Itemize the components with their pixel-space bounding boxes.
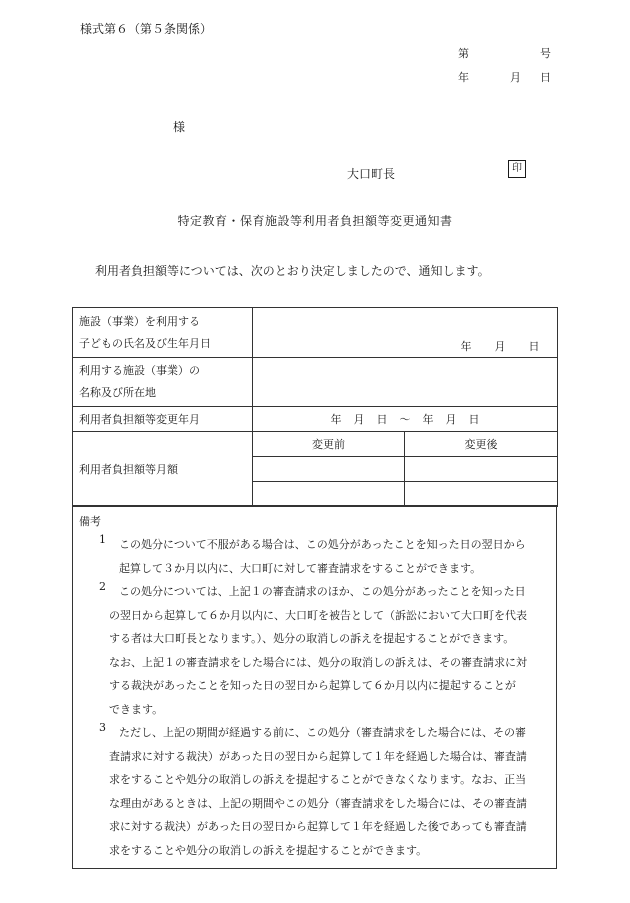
remark-line: この処分について不服がある場合は、この処分があったことを知った日の翌日から xyxy=(119,538,526,551)
from-month: 月 xyxy=(353,413,365,426)
remark-line: この処分については、上記１の審査請求のほか、この処分があったことを知った日 xyxy=(119,585,526,598)
remark-number: 3 xyxy=(99,721,106,734)
row-label-monthly-amount: 利用者負担額等月額 xyxy=(73,432,253,507)
seal-mark: 印 xyxy=(508,160,526,178)
remark-line: の翌日から起算して６か月以内に、大口町を被告として（訴訟において大口町を代表 xyxy=(109,608,527,622)
birth-year: 年 xyxy=(460,340,472,353)
label-line: 名称及び所在地 xyxy=(79,386,156,399)
birth-month: 月 xyxy=(494,340,506,353)
remark-line: 査請求に対する裁決）があった日の翌日から起算して１年を経過した場合は、審査請 xyxy=(109,749,527,763)
row-label-facility xyxy=(73,358,253,407)
issue-date-year: 年 xyxy=(458,71,469,84)
table-row xyxy=(73,432,558,457)
birthdate-cell[interactable] xyxy=(253,308,558,358)
remark-line: ただし、上記の期間が経過する前に、この処分（審査請求をした場合には、その審 xyxy=(119,726,526,739)
label-line: 子どもの氏名及び生年月日 xyxy=(79,336,211,350)
facility-cell[interactable] xyxy=(253,358,558,407)
remarks-title: 備考 xyxy=(79,515,101,528)
remark-line: 起算して３か月以内に、大口町に対して審査請求をすることができます。 xyxy=(119,561,482,575)
issuer-name: 大口町長 xyxy=(347,167,396,181)
table-row xyxy=(73,308,558,358)
remark-text xyxy=(109,721,555,862)
remark-line: なお、上記１の審査請求をした場合には、処分の取消しの訴えは、その審査請求に対 xyxy=(109,655,527,669)
before-amount-cell-1[interactable] xyxy=(253,457,405,482)
remark-line: する者は大口町長となります。）、処分の取消しの訴えを提起することができます。 xyxy=(109,632,515,645)
before-amount-cell-2[interactable] xyxy=(253,482,405,507)
range-separator: 〜 xyxy=(399,413,411,426)
label-line: 利用する施設（事業）の xyxy=(79,364,200,377)
after-header: 変更後 xyxy=(405,432,558,457)
doc-number-prefix: 第 xyxy=(458,47,469,60)
birth-day: 日 xyxy=(528,340,540,353)
label-line: 施設（事業）を利用する xyxy=(79,314,200,328)
from-year: 年 xyxy=(330,413,342,426)
to-month: 月 xyxy=(445,413,457,426)
table-row xyxy=(73,358,558,407)
after-amount-cell-1[interactable] xyxy=(405,457,558,482)
remark-line: 求をすることや処分の取消しの訴えを提起することができなくなります。なお、正当 xyxy=(109,773,527,786)
remark-line: できます。 xyxy=(109,702,164,716)
to-year: 年 xyxy=(422,413,434,426)
issue-date-month: 月 xyxy=(510,71,521,84)
after-amount-cell-2[interactable] xyxy=(405,482,558,507)
document-title: 特定教育・保育施設等利用者負担額等変更通知書 xyxy=(177,214,453,228)
remarks-box xyxy=(72,505,557,869)
change-date-range-cell[interactable] xyxy=(253,407,558,432)
issue-date-day: 日 xyxy=(540,71,551,84)
remark-text xyxy=(109,580,555,721)
remark-line: 求に対する裁決）があった日の翌日から起算して１年を経過した後であっても審査請 xyxy=(109,820,527,833)
to-day: 日 xyxy=(468,413,480,426)
remark-line: する裁決があったことを知った日の翌日から起算して６か月以内に提起することが xyxy=(109,679,516,692)
remark-number: 1 xyxy=(99,533,106,546)
remark-text xyxy=(119,533,555,580)
doc-number-suffix: 号 xyxy=(540,47,551,60)
form-number: 様式第６（第５条関係） xyxy=(80,22,213,36)
info-table xyxy=(72,307,558,507)
row-label-change-date: 利用者負担額等変更年月 xyxy=(73,407,253,432)
intro-text: 利用者負担額等については、次のとおり決定しましたので、通知します。 xyxy=(95,264,490,278)
remark-line: な理由があるときは、上記の期間やこの処分（審査請求をした場合には、その審査請 xyxy=(109,796,527,810)
recipient-honorific: 様 xyxy=(173,120,186,134)
before-header: 変更前 xyxy=(253,432,405,457)
remark-number: 2 xyxy=(99,580,106,593)
row-label-child xyxy=(73,308,253,358)
from-day: 日 xyxy=(376,413,388,426)
table-row xyxy=(73,407,558,432)
remark-line: 求をすることや処分の取消しの訴えを提起することができます。 xyxy=(109,843,428,857)
